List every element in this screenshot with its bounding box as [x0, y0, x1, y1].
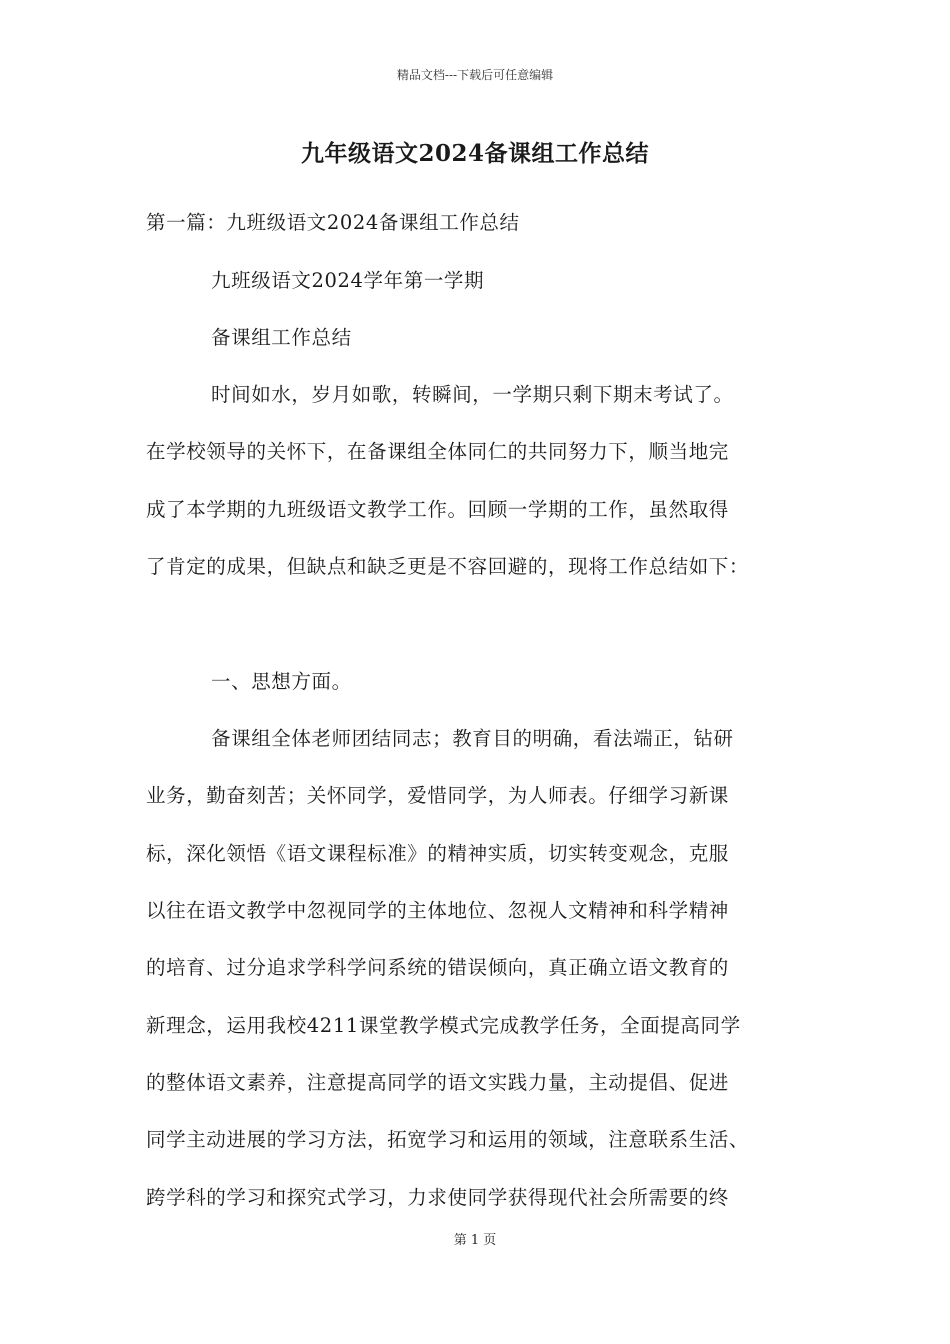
header-note: 精品文档---下载后可任意编辑: [396, 68, 554, 82]
paragraph-line: 业务，勤奋刻苦；关怀同学，爱惜同学，为人师表。仔细学习新课: [146, 784, 729, 807]
paragraph-line: 以往在语文教学中忽视同学的主体地位、忽视人文精神和科学精神: [146, 899, 729, 922]
paragraph-line: 的培育、过分追求学科学问系统的错误倾向，真正确立语文教育的: [146, 956, 729, 979]
section-heading: 一、思想方面。: [211, 670, 352, 693]
section-heading: 第一篇：九班级语文2024备课组工作总结: [146, 211, 520, 234]
document-title: 九年级语文2024备课组工作总结: [300, 140, 649, 167]
paragraph-line: 备课组全体老师团结同志；教育目的明确，看法端正，钻研: [211, 727, 734, 750]
paragraph-line: 的整体语文素养，注意提高同学的语文实践力量，主动提倡、促进: [146, 1071, 729, 1094]
paragraph-line: 在学校领导的关怀下，在备课组全体同仁的共同努力下，顺当地完: [146, 440, 729, 463]
paragraph-line: 跨学科的学习和探究式学习，力求使同学获得现代社会所需要的终: [146, 1186, 729, 1209]
paragraph-line: 新理念，运用我校4211课堂教学模式完成教学任务，全面提高同学: [146, 1014, 741, 1037]
paragraph-line: 同学主动进展的学习方法，拓宽学习和运用的领域，注意联系生活、: [146, 1128, 750, 1151]
subtitle-line: 备课组工作总结: [211, 326, 352, 349]
paragraph-line: 时间如水，岁月如歌，转瞬间，一学期只剩下期末考试了。: [211, 383, 734, 406]
paragraph-line: 成了本学期的九班级语文教学工作。回顾一学期的工作，虽然取得: [146, 498, 729, 521]
page-number: 第 1 页: [453, 1233, 497, 1248]
paragraph-line: 标，深化领悟《语文课程标准》的精神实质，切实转变观念，克服: [146, 842, 729, 865]
subtitle-line: 九班级语文2024学年第一学期: [211, 269, 485, 292]
paragraph-line: 了肯定的成果，但缺点和缺乏更是不容回避的，现将工作总结如下：: [146, 555, 750, 578]
